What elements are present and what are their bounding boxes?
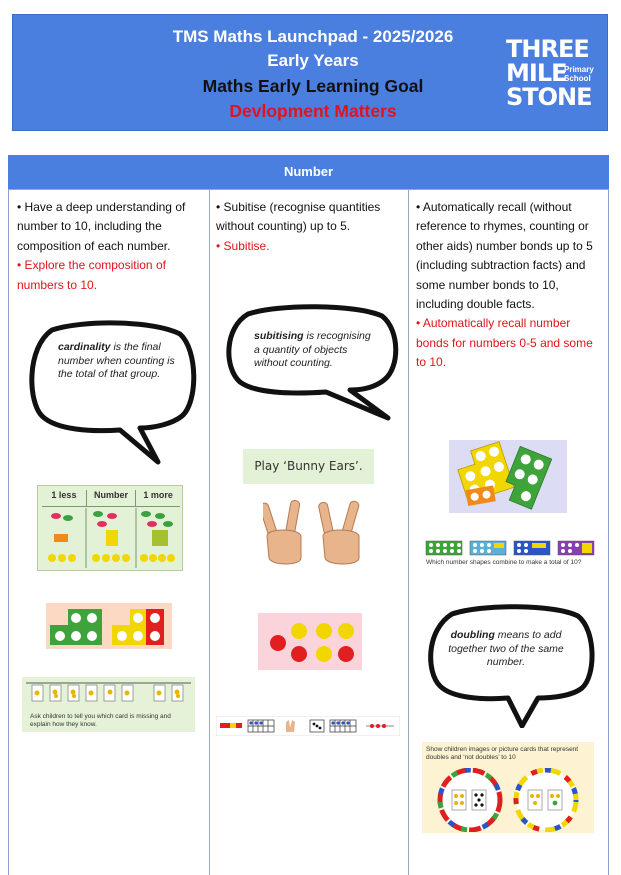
representations-strip-icon xyxy=(216,716,400,736)
ten-frames-caption: Which number shapes combine to make a total of 10? xyxy=(426,559,582,566)
numicon-composition-icon xyxy=(46,603,172,649)
numicon-bonds-icon xyxy=(449,440,567,513)
ten-frames-icon xyxy=(424,539,596,559)
goal-text-2: • Subitise (recognise quantities without counting) up to 5. xyxy=(216,200,381,234)
bubble-term-subitising: subitising xyxy=(254,330,304,342)
bubble-text-cardinality xyxy=(58,341,176,382)
header-divider xyxy=(8,189,609,190)
bunny-ears-label: Play ‘Bunny Ears’. xyxy=(243,449,374,484)
goal-text-1: • Have a deep understanding of number to 10, including the composition of each number. xyxy=(17,200,186,253)
header-one-more: 1 more xyxy=(143,490,173,500)
dm-text-3: • Automatically recall number bonds for numbers 0-5 and some to 10. xyxy=(416,316,593,370)
header-number: Number xyxy=(87,490,136,506)
column-1-text xyxy=(17,198,205,295)
missing-card-caption: Ask children to tell you which card is missing and explain how they know. xyxy=(30,713,171,728)
doubles-caption: Show children images or picture cards that represent doubles and ‘not doubles’ to 10 xyxy=(426,746,579,761)
banner-title: TMS Maths Launchpad - 2025/2026 xyxy=(172,27,454,46)
banner-goal: Maths Early Learning Goal xyxy=(202,76,424,96)
number-cards-line-icon xyxy=(22,677,195,707)
logo-word-three: THREE xyxy=(506,35,589,63)
ten-frames-image xyxy=(424,539,596,569)
bunny-ears-hands-icon xyxy=(263,498,363,570)
logo-word-stone: STONE xyxy=(506,83,592,111)
bubble-rest-doubling: means to add together two of the same number. xyxy=(448,629,564,668)
logo-word-mile: MILE xyxy=(506,59,567,87)
bubble-term-cardinality: cardinality xyxy=(58,341,111,353)
title-banner xyxy=(12,14,608,131)
column-divider-1 xyxy=(209,189,210,875)
banner-subtitle: Early Years xyxy=(267,51,359,70)
logo-school: School xyxy=(564,74,591,83)
subitise-dots-card-icon xyxy=(258,613,362,670)
column-3-text xyxy=(416,198,604,373)
bubble-term-doubling: doubling xyxy=(450,629,495,641)
bubble-text-doubling xyxy=(436,629,576,670)
banner-development: Devlopment Matters xyxy=(229,101,397,121)
doubles-cards-image xyxy=(422,742,594,833)
dm-text-1: • Explore the composition of numbers to 10. xyxy=(17,258,166,292)
section-header: Number xyxy=(8,155,609,189)
column-divider-2 xyxy=(408,189,409,875)
logo-small-text xyxy=(564,65,594,83)
missing-card-image xyxy=(22,677,195,732)
bubble-rest-cardinality: is the final number when counting is the total of that group. xyxy=(58,341,175,380)
bubble-text-subitising xyxy=(254,330,374,371)
doubles-spinners-icon xyxy=(422,768,594,832)
dm-text-2: • Subitise. xyxy=(216,238,270,253)
bubble-rest-subitising: is recognising a quantity of objects without counting. xyxy=(254,330,371,369)
goal-text-3: • Automatically recall (without reference to rhymes, counting or other aids) number bonds up to 5 (including subtraction facts) and some number bonds to 10, including double facts. xyxy=(416,200,593,312)
sweets-and-counters-icon xyxy=(42,508,180,568)
one-more-one-less-image xyxy=(37,485,183,571)
header-one-less: 1 less xyxy=(42,490,87,506)
logo-primary: Primary xyxy=(564,65,594,74)
column-2-text xyxy=(216,198,404,256)
